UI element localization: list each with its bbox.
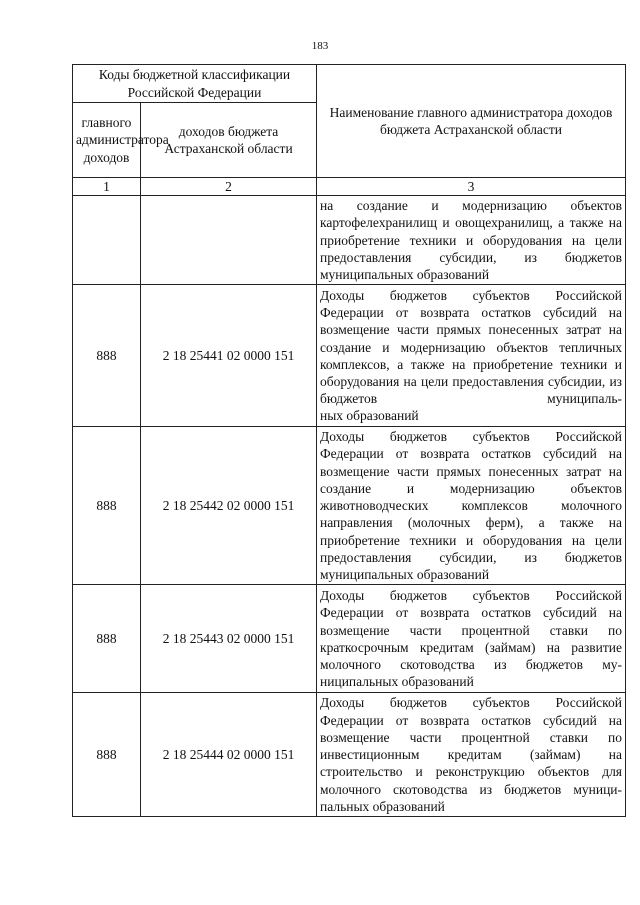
budget-classification-table [72,64,626,817]
description-text: на создание и модернизацию объектов картофелехранилищ и овощехранилищ, а также на приобретение техники и оборудования на цели предоставления субсидии, из бюджетов [320,198,623,265]
admin-code-cell: 888 [73,693,141,817]
description-cell [317,693,626,817]
admin-code-cell: 888 [73,585,141,693]
column-number-3: 3 [317,178,626,196]
admin-code-cell: 888 [73,427,141,585]
description-cell [317,585,626,693]
header-revenue-code: доходов бюджета Астраханской области [141,103,317,178]
table-row [73,196,626,285]
description-cell [317,285,626,427]
description-text-end: ных образований [320,408,419,424]
column-number-2: 2 [141,178,317,196]
revenue-code-cell [141,196,317,285]
table-row [73,285,626,427]
table-row [73,427,626,585]
description-text: Доходы бюджетов субъектов Российской Федерации от возврата остатков субсидий на возмещение части прямых понесенных затрат на создание и модернизацию объектов животноводческих комплексов молочного направления (молочных ферм), а также на приобретение техники и оборудования на цели предоставления субсидии, из бюджетов [320,429,623,565]
description-text: Доходы бюджетов субъектов Российской Федерации от возврата остатков субсидий на возмещение части прямых понесенных затрат на создание и модернизацию объектов тепличных комплексов, а также на приобретение техники и оборудования на цели предоставления субсидии, из бюджетов муниципаль- [320,287,623,407]
description-text-end: ниципальных образований [320,674,474,690]
header-admin-name: Наименование главного администратора доходов бюджета Астраханской области [317,65,626,178]
description-text-end: муниципальных образований [320,267,490,282]
column-number-1: 1 [73,178,141,196]
admin-code-cell [73,196,141,285]
revenue-code-cell: 2 18 25441 02 0000 151 [141,285,317,427]
description-cell [317,196,626,285]
description-cell [317,427,626,585]
revenue-code-cell: 2 18 25444 02 0000 151 [141,693,317,817]
admin-code-cell: 888 [73,285,141,427]
description-text-end: пальных образований [320,798,445,814]
page-number: 183 [311,40,329,52]
description-text: Доходы бюджетов субъектов Российской Федерации от возврата остатков субсидий на возмещение части процентной ставки по краткосрочным кредитам (займам) на развитие молочного скотоводства из бюджетов му- [320,588,623,672]
revenue-code-cell: 2 18 25442 02 0000 151 [141,427,317,585]
table-row [73,585,626,693]
revenue-code-cell: 2 18 25443 02 0000 151 [141,585,317,693]
table-row [73,693,626,817]
header-codes-group: Коды бюджетной классификации Российской Федерации [73,65,317,103]
description-text-end: муниципальных образований [320,566,490,582]
header-admin-code: главного администратора доходов [73,103,141,178]
description-text: Доходы бюджетов субъектов Российской Федерации от возврата остатков субсидий на возмещение части процентной ставки по инвестиционным кредитам (займам) на строительство и реконструкцию объектов для молочного скотоводства из бюджетов муници- [320,695,623,797]
